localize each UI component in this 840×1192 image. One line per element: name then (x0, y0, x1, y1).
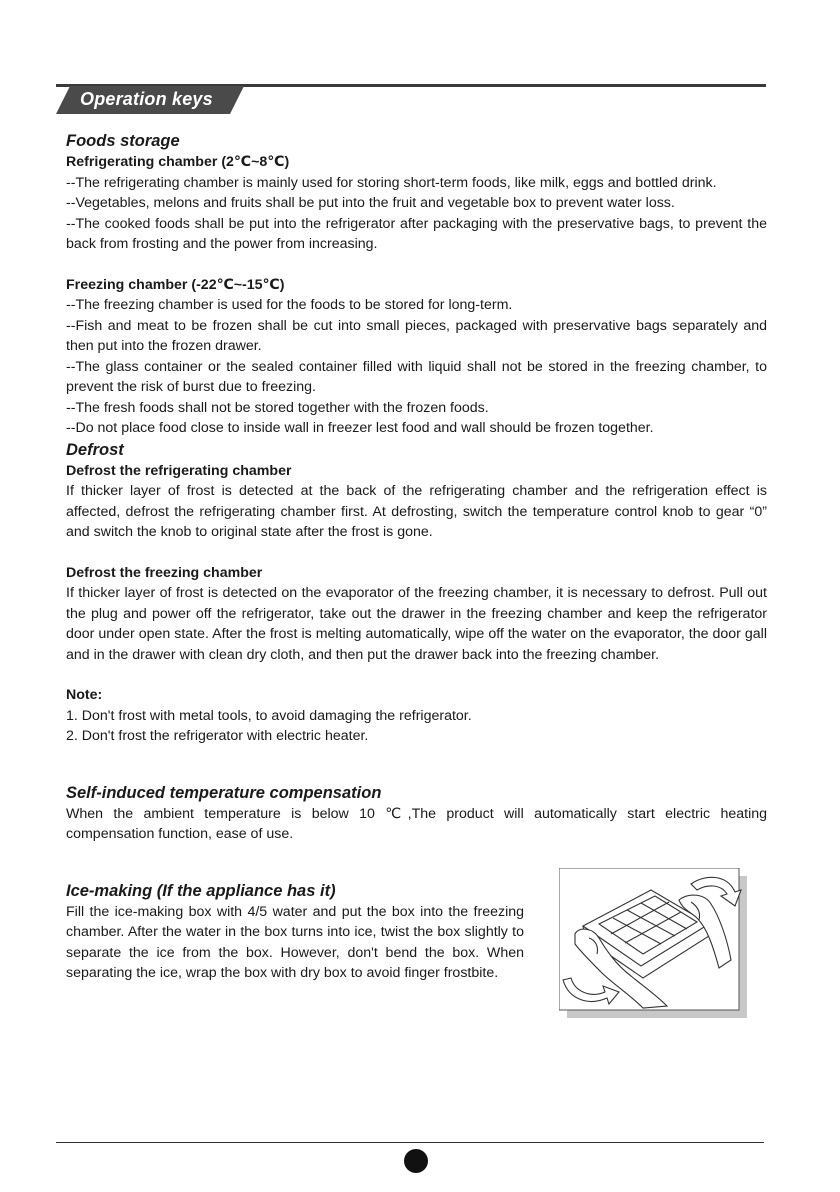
freezing-line-1: --The freezing chamber is used for the foods to be stored for long-term. (66, 297, 513, 313)
ice-making-section (66, 880, 767, 984)
section-header (56, 84, 766, 114)
freezing-chamber-heading: Freezing chamber (-22℃~-15℃) (66, 276, 285, 293)
defrost-freezing-text: If thicker layer of frost is detected on the evaporator of the freezing chamber, it is necessary to defrost. Pull out the plug and power off the refrigerator, take out the drawer in the freezing chamber and keep the refrigerator door under open state. After the frost is melting automatically, wipe off the water on the evaporator, the door gall and in the drawer with clean dry cloth, and then put the drawer back into the freezing chamber. (66, 585, 767, 663)
compensation-text: When the ambient temperature is below 10 ℃,The product will automatically start electric heating compensation function, ease of use. (66, 805, 767, 842)
compensation-title: Self-induced temperature compensation (66, 783, 382, 802)
refrigerating-line-3: --The cooked foods shall be put into the refrigerator after packaging with the preservative bags, to prevent the back from frosting and the power from increasing. (66, 215, 767, 252)
defrost-title: Defrost (66, 440, 124, 459)
defrost-refrigerating-text: If thicker layer of frost is detected at the back of the refrigerating chamber and the refrigeration effect is affected, defrost the refrigerating chamber first. At defrosting, switch the temperature control knob to gear “0” and switch the knob to original state after the frost is gone. (66, 483, 767, 540)
refrigerating-chamber-heading: Refrigerating chamber (2℃~8℃) (66, 154, 290, 170)
section-title: Operation keys (80, 89, 213, 109)
freezing-line-5: --Do not place food close to inside wall in freezer lest food and wall should be frozen together. (66, 420, 654, 436)
ice-making-text: Fill the ice-making box with 4/5 water and put the box into the freezing chamber. After the water in the box turns into ice, twist the box slightly to separate the ice from the box. However, don't bend the box. When separating the ice, wrap the box with dry box to avoid finger frostbite. (66, 903, 524, 981)
defrost-freezing-heading: Defrost the freezing chamber (66, 564, 263, 581)
header-tab (56, 86, 244, 114)
note-item-2: 2. Don't frost the refrigerator with electric heater. (66, 728, 369, 744)
defrost-refrigerating-heading: Defrost the refrigerating chamber (66, 462, 292, 479)
ice-tray-twist-illustration-icon (559, 868, 747, 1018)
refrigerating-line-2: --Vegetables, melons and fruits shall be put into the fruit and vegetable box to prevent water loss. (66, 195, 675, 211)
page-content (66, 130, 767, 984)
note-heading: Note: (66, 687, 103, 703)
refrigerating-line-1: --The refrigerating chamber is mainly used for storing short-term foods, like milk, eggs and bottled drink. (66, 174, 717, 191)
note-item-1: 1. Don't frost with metal tools, to avoid damaging the refrigerator. (66, 707, 472, 724)
freezing-line-2: --Fish and meat to be frozen shall be cut into small pieces, packaged with preservative bags separately and then put into the frozen drawer. (66, 317, 767, 354)
ice-making-title: Ice-making (If the appliance has it) (66, 881, 336, 900)
freezing-line-3: --The glass container or the sealed container filled with liquid shall not be stored in the freezing chamber, to prevent the risk of burst due to freezing. (66, 358, 767, 395)
footer-rule (56, 1142, 764, 1143)
freezing-line-4: --The fresh foods shall not be stored together with the frozen foods. (66, 399, 489, 416)
foods-storage-title: Foods storage (66, 132, 180, 150)
page-number-marker (404, 1149, 428, 1173)
